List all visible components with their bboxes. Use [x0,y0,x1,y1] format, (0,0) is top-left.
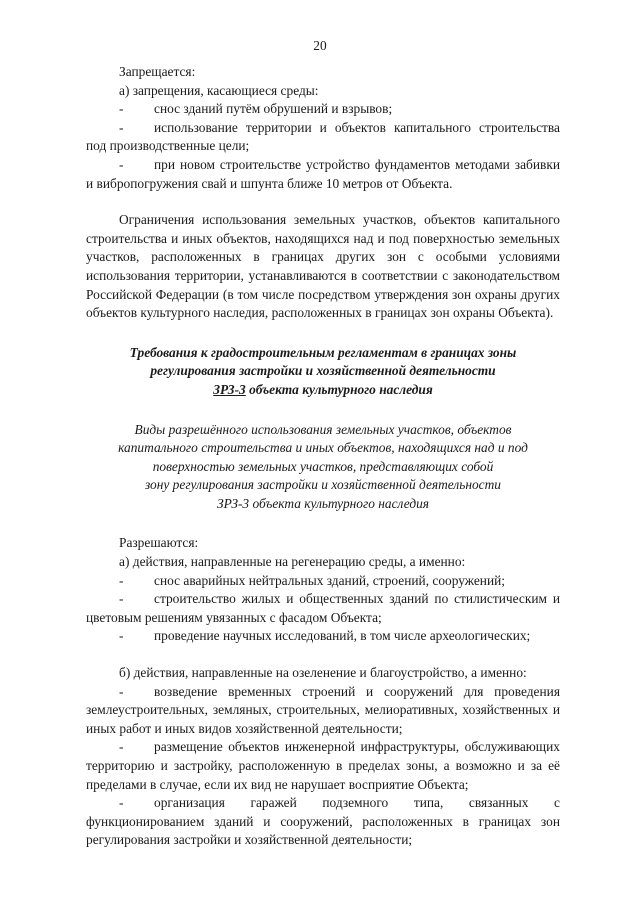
dash: - [119,795,124,811]
dash: - [119,119,124,135]
prohibited-a: а) запрещения, касающиеся среды: [119,82,319,98]
allowed-a-item-3: - проведение научных исследований, в том числе археологических; [86,627,560,646]
subheading-line-4: зону регулирования застройки и хозяйственной деятельности [145,477,501,493]
restrictions-paragraph: Ограничения использования земельных участков, объектов капитального строительства и иных объектов, находящихся над и под поверхностью земельных участков, расположенных в границах других зон с особыми условиями использования территории, устанавливаются в соответствии с законодательством Российской Федерации (в том числе посредством утверждения зон охраны других объектов культурного наследия, расположенных в границах зон охраны Объекта). [86,212,560,321]
prohibited-title: Запрещается: [119,64,196,79]
dash: - [119,591,124,607]
allowed-a-item-2: - строительство жилых и общественных зданий по стилистическим и цветовым решениям увязанных с фасадом Объекта; [86,591,560,625]
prohibited-item-1: - снос зданий путём обрушений и взрывов; [86,100,560,119]
allowed-b-item-1: - возведение временных строений и сооружений для проведения землеустроительных, земляных, строительных, мелиоративных, хозяйственных и иных работ и иных видов хозяйственной деятельности; [86,683,560,736]
dash: - [119,739,124,755]
allowed-a: а) действия, направленные на регенерацию среды, а именно: [119,554,466,570]
section-heading-line-3: ЗРЗ-3 объекта культурного наследия [213,381,433,397]
section-heading-line-2: регулирования застройки и хозяйственной деятельности [150,363,496,379]
subheading-line-3: поверхностью земельных участков, представляющих собой [152,458,494,474]
dash: - [119,628,124,644]
allowed-b-item-2: - размещение объектов инженерной инфраструктуры, обслуживающих территорию и застройку, расположенную в пределах зоны, а возможно и за её пределами в случае, если их вид не нарушает восприятие Объекта; [86,739,560,792]
subheading-line-2: капитального строительства и иных объектов, находящихся над и под [118,440,528,456]
dash: - [119,572,124,588]
section-heading-line-1: Требования к градостроительным регламентам в границах зоны [129,344,517,360]
dash: - [119,101,124,117]
allowed-b-item-3: - организация гаражей подземного типа, связанных с функционированием зданий и сооружений, расположенных в границах зон регулирования застройки и хозяйственной деятельности; [86,795,560,848]
zone-code: ЗРЗ-3 [213,381,246,397]
prohibited-item-2: - использование территории и объектов капитального строительства под производственные цели; [86,119,560,154]
dash: - [119,683,124,699]
dash: - [119,156,124,172]
allowed-a-item-1: - снос аварийных нейтральных зданий, строений, сооружений; [86,572,560,591]
subheading-line-5: ЗРЗ-3 объекта культурного наследия [216,495,430,511]
allowed-title: Разрешаются: [119,535,199,551]
subheading-line-1: Виды разрешённого использования земельных участков, объектов [134,421,512,437]
document-body [86,63,560,850]
prohibited-item-3: - при новом строительстве устройство фундаментов методами забивки и вибропогружения свай и шпунта ближе 10 метров от Объекта. [86,156,560,191]
page-number: 20 [313,38,327,53]
allowed-b: б) действия, направленные на озеленение и благоустройство, а именно: [119,665,527,681]
